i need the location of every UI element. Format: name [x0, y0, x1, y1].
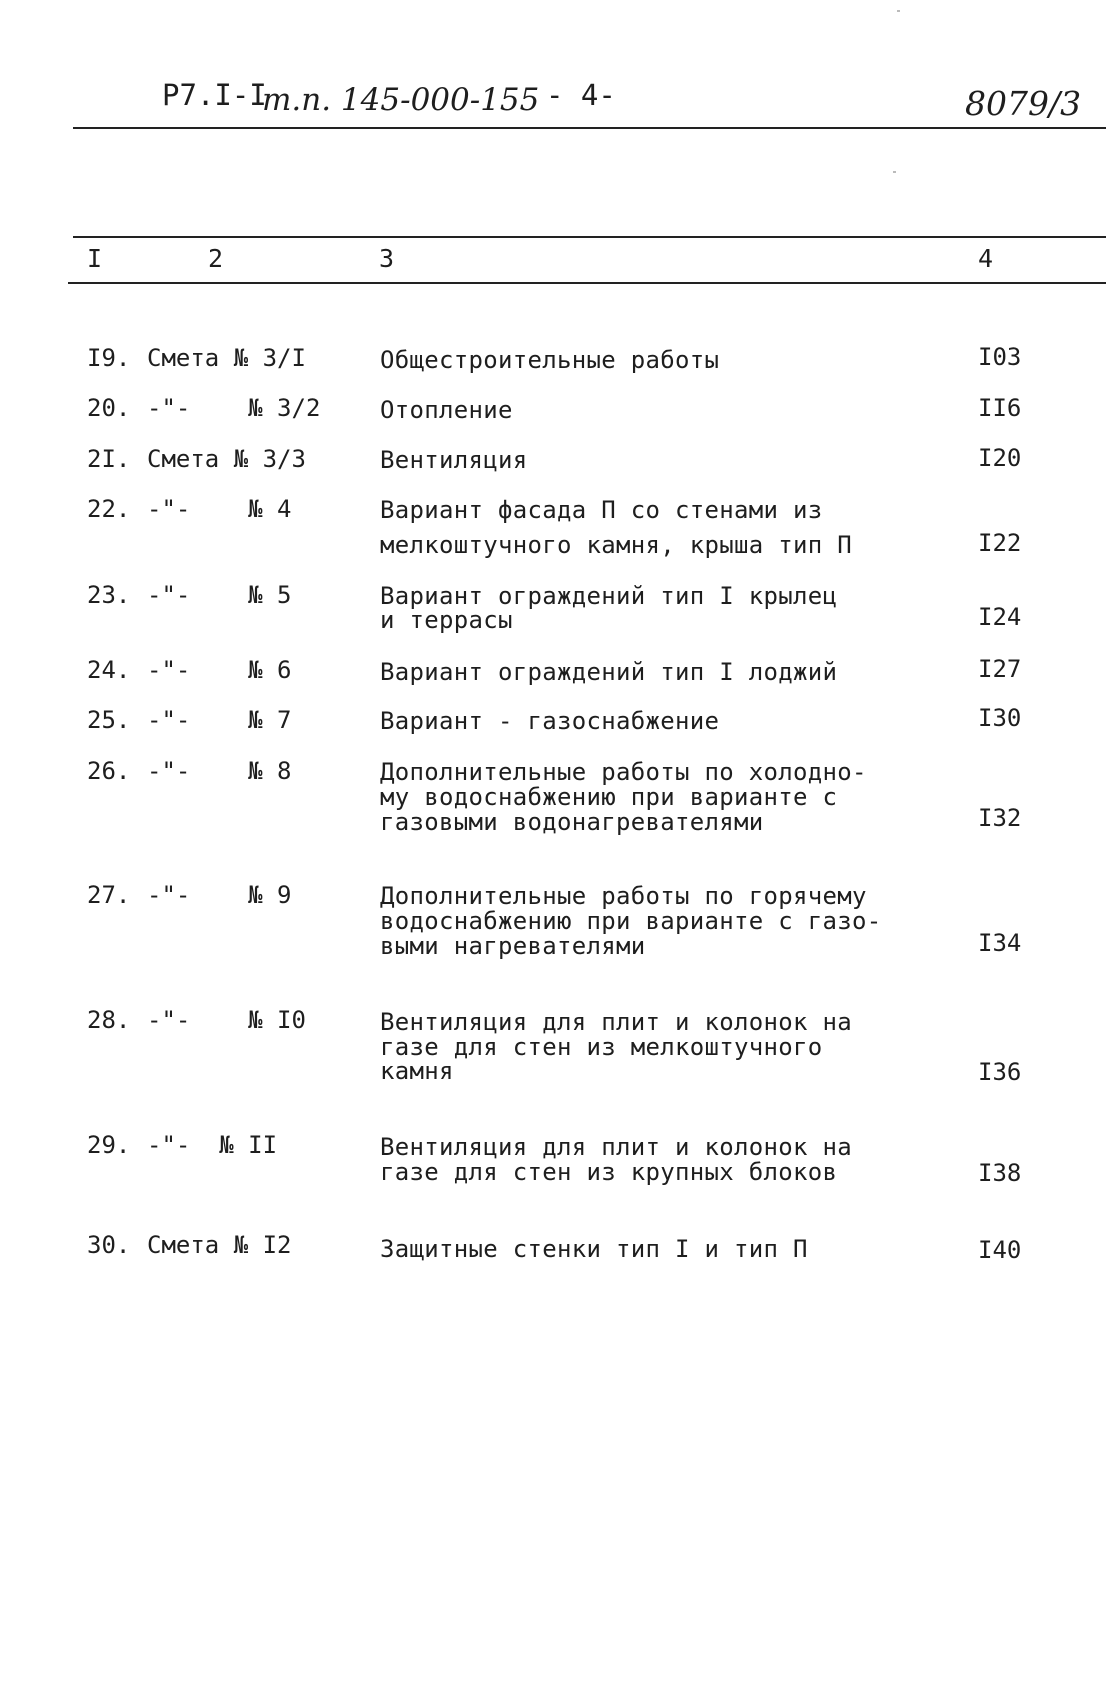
document-code: Р7.I-I — [162, 78, 267, 112]
row-number: 25. — [87, 706, 131, 734]
column-header-4: 4 — [978, 244, 994, 273]
page-ref: I20 — [978, 444, 1022, 472]
row-number: 28. — [87, 1006, 131, 1034]
row-description: Вентиляция — [380, 446, 528, 474]
row-description: мелкоштучного камня, крыша тип П — [380, 531, 852, 559]
page-ref: II6 — [978, 394, 1022, 422]
scan-mark — [893, 171, 896, 173]
row-description: Дополнительные работы по горячему — [380, 882, 867, 910]
column-header-3: 3 — [379, 244, 395, 273]
page-number: - 4- — [546, 78, 616, 112]
header-rule — [73, 127, 1106, 129]
estimate-ref: -"- № 4 — [147, 495, 292, 523]
page-ref: I32 — [978, 804, 1022, 832]
row-description: водоснабжению при варианте с газо- — [380, 907, 882, 935]
page-ref: I24 — [978, 603, 1022, 631]
estimate-ref: -"- № II — [147, 1131, 278, 1159]
row-number: 20. — [87, 394, 131, 422]
row-description: Дополнительные работы по холодно- — [380, 758, 867, 786]
row-description: Вентиляция для плит и колонок на — [380, 1008, 852, 1036]
row-description: Вентиляция для плит и колонок на — [380, 1133, 852, 1161]
page-ref: I03 — [978, 343, 1022, 371]
row-description: Общестроительные работы — [380, 346, 720, 374]
page-ref: I36 — [978, 1058, 1022, 1086]
row-description: и террасы — [380, 606, 513, 634]
estimate-ref: Смета № I2 — [147, 1231, 292, 1259]
row-number: 2I. — [87, 445, 131, 473]
row-description: газе для стен из крупных блоков — [380, 1158, 838, 1186]
page-ref: I34 — [978, 929, 1022, 957]
column-header-2: 2 — [208, 244, 224, 273]
page-ref: I30 — [978, 704, 1022, 732]
row-description: Вариант - газоснабжение — [380, 707, 720, 735]
estimate-ref: -"- № 5 — [147, 581, 292, 609]
row-description: Защитные стенки тип I и тип П — [380, 1235, 808, 1263]
row-description: Вариант ограждений тип I крылец — [380, 582, 838, 610]
row-description: газе для стен из мелкоштучного — [380, 1033, 823, 1061]
row-number: 22. — [87, 495, 131, 523]
column-header-1: I — [87, 244, 103, 273]
sheet-code: 8079/3 — [965, 84, 1082, 123]
estimate-ref: -"- № I0 — [147, 1006, 306, 1034]
page-ref: I38 — [978, 1159, 1022, 1187]
estimate-ref: Смета № 3/I — [147, 344, 306, 372]
row-number: 24. — [87, 656, 131, 684]
row-number: 30. — [87, 1231, 131, 1259]
estimate-ref: -"- № 7 — [147, 706, 292, 734]
page-ref: I22 — [978, 529, 1022, 557]
row-number: 26. — [87, 757, 131, 785]
row-description: му водоснабжению при варианте с — [380, 783, 838, 811]
table-top-rule — [73, 236, 1106, 238]
row-number: 23. — [87, 581, 131, 609]
estimate-ref: Смета № 3/3 — [147, 445, 306, 473]
table-header-rule — [68, 282, 1106, 284]
row-description: газовыми водонагревателями — [380, 808, 764, 836]
handwritten-project-code: т.п. 145-000-155 — [262, 82, 540, 118]
row-description: Отопление — [380, 396, 513, 424]
row-number: 27. — [87, 881, 131, 909]
scan-mark — [897, 10, 900, 12]
estimate-ref: -"- № 8 — [147, 757, 292, 785]
row-description: камня — [380, 1057, 454, 1085]
row-number: I9. — [87, 344, 131, 372]
page-ref: I27 — [978, 655, 1022, 683]
estimate-ref: -"- № 6 — [147, 656, 292, 684]
row-number: 29. — [87, 1131, 131, 1159]
estimate-ref: -"- № 9 — [147, 881, 292, 909]
estimate-ref: -"- № 3/2 — [147, 394, 321, 422]
row-description: выми нагревателями — [380, 932, 646, 960]
page-ref: I40 — [978, 1236, 1022, 1264]
row-description: Вариант фасада П со стенами из — [380, 496, 823, 524]
row-description: Вариант ограждений тип I лоджий — [380, 658, 838, 686]
